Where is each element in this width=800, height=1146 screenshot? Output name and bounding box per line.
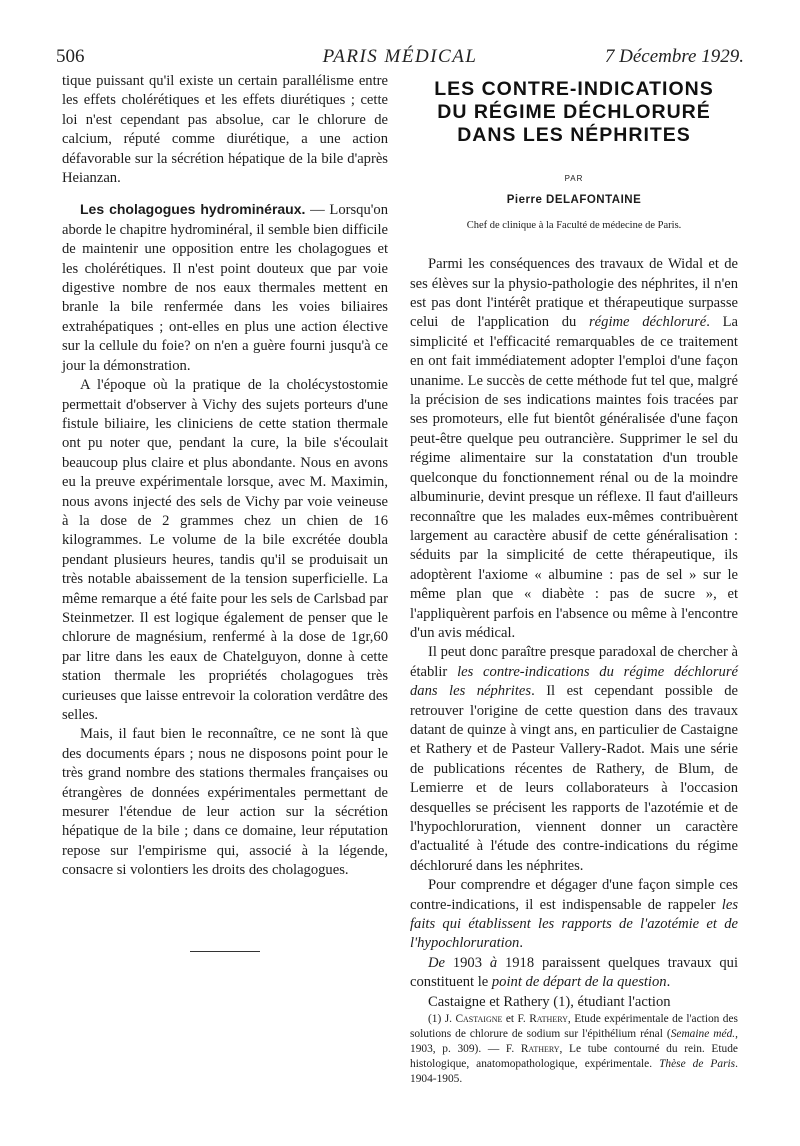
paragraph [410, 255, 738, 643]
paragraph-text: Il peut donc paraître presque paradoxal de chercher à établir [410, 644, 738, 680]
paragraph-text: . Il est cependant possible de retrouver l'origine de cette question dans des travaux datant de quinze à vingt ans, en particulier de Castaigne et Rathery et de Pasteur Vallery-Radot. Mais une série de publications récentes de Rathery, de Blum, de Lemierre et de leurs collaborateurs à l'occasion desquelles se précisent les rapports de l'azotémie et de l'hypochloruration, viennent donner un caractère d'actualité à l'étude des contre-indications du régime déchloruré dans les néphrites. [410, 683, 738, 874]
paragraph-text: Parmi les conséquences des travaux de Widal et de ses élèves sur la physio-pathologie des néphrites, il n'en est pas dont l'intérêt pratique et thérapeutique surpasse celui de l'application du [410, 256, 738, 331]
footnote [410, 1012, 738, 1087]
article-title [410, 78, 738, 147]
author-affiliation: Chef de clinique à la Faculté de médecine de Paris. [466, 219, 682, 231]
footnote-text: et F. [502, 1013, 530, 1026]
paragraph-text: . La simplicité et l'efficacité remarquables de ce traitement en ont fait immédiatement adopter l'emploi d'une façon unanime. Le succès de cette méthode fut tel que, malgré la précision de ses indications maintes fois tracées par ses promoteurs, elle fut bientôt généralisée d'une façon peut-être quelque peu outrancière. Supprimer le sel du régime alimentaire sur la constatation d'un trouble quelconque du fonctionnement rénal ou de la moindre albuminurie, devint presque un réflexe. Il faut d'ailleurs reconnaître que les malades eux-mêmes contribuèrent largement au caractère abusif de cette généralisation : séduits par la simplicité de cette thérapeutique, ils adoptèrent l'axiome « albumine : pas de sel » sur le même plan que « diabète : pas de sucre », et l'appliquèrent parfois en l'absence ou même à l'encontre d'un avis médical. [410, 314, 738, 641]
running-header [56, 46, 744, 72]
footnote-text: , Etude expérimentale de l'action des solutions de chlorure de sodium sur l'épithélium rénal ( [410, 1013, 738, 1041]
left-column [62, 72, 388, 952]
author-name: Pierre DELAFONTAINE [506, 194, 642, 207]
paragraph: A l'époque où la pratique de la cholécystostomie permettait d'observer à Vichy des sujets porteurs d'une fistule biliaire, les cliniciens de cette station thermale ont pu noter que, pendant la cure, la bile s'écoulait beaucoup plus claire et plus abondante. Nous en avons eu la preuve expérimentale lorsque, avec M. Maximin, nous avons injecté des sels de Vichy par voie veineuse à la dose de 2 grammes chez un chien de 16 kilogrammes. Le volume de la bile excrétée doubla pendant plusieurs heures, tandis qu'il se produisait un très notable abaissement de la tension superficielle. La même remarque a été faite pour les sels de Carlsbad par Steinmetzer. Il est logique également de penser que le chlorure de magnésium, renfermé à la dose de 1gr,60 par litre dans les eaux de Chatelguyon, donne à cette station thermale les propriétés cholagogues très curieuses que laisse entrevoir la coloration verdâtre des selles. [62, 377, 388, 723]
paragraph [410, 954, 738, 993]
paragraph: Castaigne et Rathery (1), étudiant l'action [428, 993, 671, 1010]
emphasis: les faits qui établissent les rapports de l'azotémie et de l'hypochloruration [410, 896, 738, 952]
paragraph [410, 643, 738, 876]
byline-par: PAR [564, 174, 584, 183]
journal-title: PARIS MÉDICAL [322, 46, 478, 67]
footnote-text: . 1904-1905. [410, 1058, 738, 1086]
right-column [410, 72, 738, 1087]
title-line: LES CONTRE-INDICATIONS [434, 78, 714, 100]
emphasis: De [428, 954, 446, 971]
section-lead: Les cholagogues hydrominéraux. [80, 201, 306, 218]
emphasis: point de départ de la question [491, 974, 667, 991]
footnote-thesis: Thèse de Paris [659, 1058, 736, 1071]
footnote-author: Rathery [529, 1013, 568, 1026]
title-line: DANS LES NÉPHRITES [457, 124, 691, 146]
footnote-text: , Le tube contourné du rein. Etude histologique, anatomopathologique, expérimentale. [410, 1043, 738, 1071]
emphasis: à [489, 954, 498, 971]
paragraph-text: 1918 paraissent quelques travaux qui constituent le [410, 954, 739, 991]
footnote-journal: Semaine méd. [670, 1028, 736, 1041]
paragraph-text: . [666, 974, 671, 991]
paragraph-text: — Lorsqu'on aborde le chapitre hydrominéral, il semble bien difficile de maintenir une opposition entre les cholagogues et les cholérétiques. Il n'est point douteux que par voie digestive nombre de nos eaux thermales mettent en branle la bile renfermée dans les voies biliaires extrahépatiques ; ont-elles en plus une action élective sur la cellule du foie? on n'en a guère fourni jusqu'à ce jour la démonstration. [62, 202, 388, 374]
emphasis: les contre-indications du régime déchloruré dans les néphrites [410, 663, 738, 700]
footnote-text: , 1903, p. 309). — F. [410, 1028, 738, 1056]
emphasis: régime déchloruré [589, 314, 707, 331]
footnote-author: Castaigne [455, 1013, 503, 1026]
footnote-author: Rathery [520, 1043, 560, 1056]
issue-date: 7 Décembre 1929. [604, 46, 744, 67]
footnote-text: (1) J. [428, 1013, 456, 1026]
paragraph-text: . [519, 935, 523, 952]
section-divider [190, 951, 260, 952]
paragraph [62, 200, 388, 376]
page-number: 506 [56, 46, 85, 67]
paragraph: Mais, il faut bien le reconnaître, ce ne sont là que des documents épars ; nous ne disposons point pour le très grand nombre des stations thermales françaises ou étrangères de données expérimentales permettant de mesurer l'étendue de leur action sur la sécrétion hépatique de la bile ; dans ce domaine, leur réputation repose sur l'empirisme qui, associé à la légende, consacre si volontiers les droits des cholagogues. [62, 726, 388, 879]
paragraph-text: Pour comprendre et dégager d'une façon simple ces contre-indications, il est indispensable de rappeler [410, 877, 738, 913]
paragraph-text: 1903 [445, 954, 490, 971]
title-line: DU RÉGIME DÉCHLORURÉ [437, 101, 711, 123]
paragraph [410, 876, 738, 954]
paragraph: tique puissant qu'il existe un certain parallélisme entre les effets cholérétiques et les effets diurétiques ; cette loi n'est cependant pas absolue, car le chlorure de calcium, réputé comme diurétique, a une action défavorable sur la sécrétion hépatique de la bile d'après Heianzan. [62, 73, 388, 187]
